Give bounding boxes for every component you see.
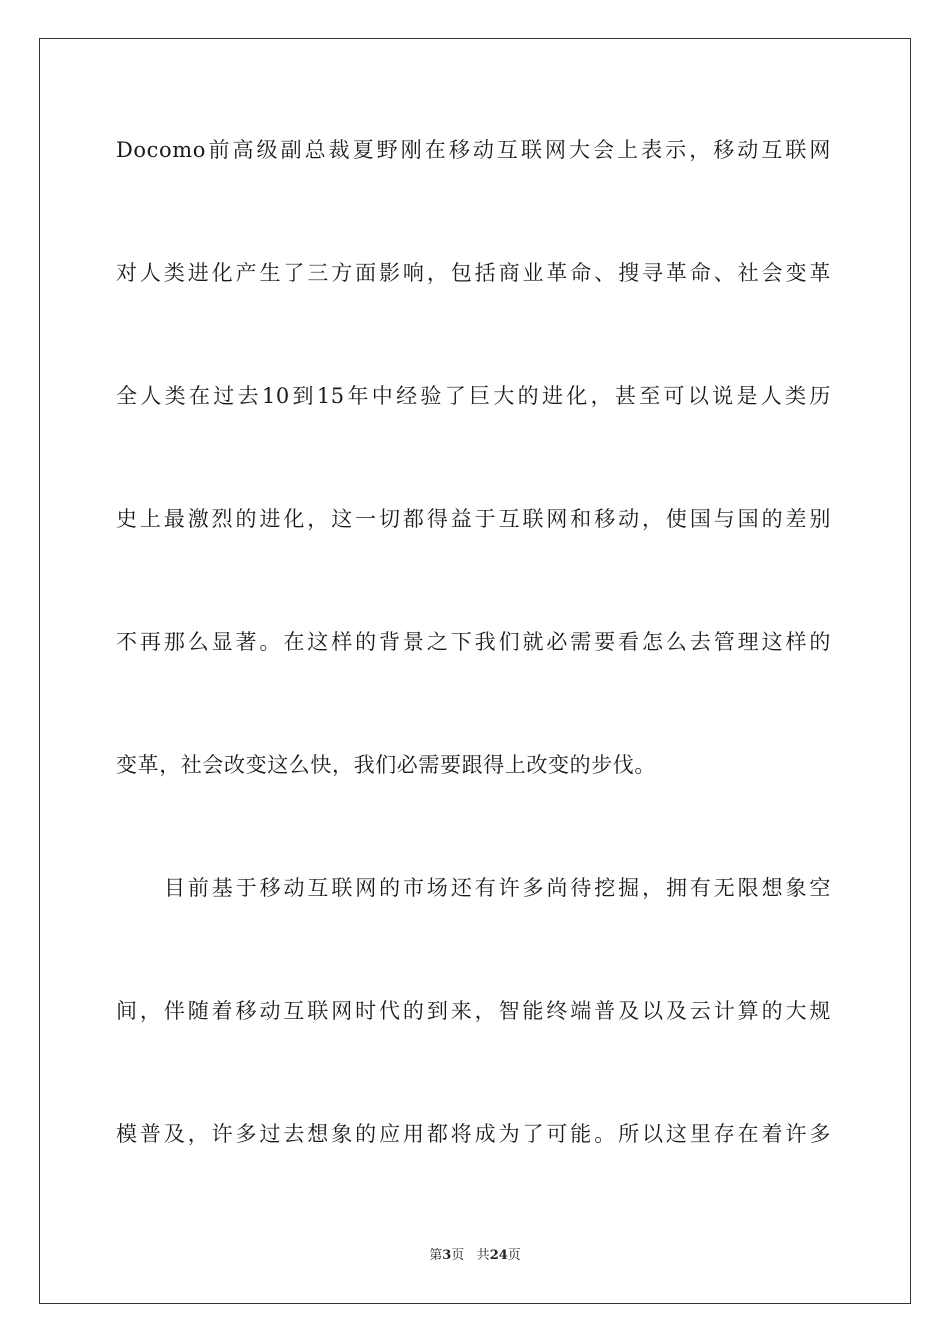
page-frame [39, 38, 911, 1304]
footer-page-prefix: 第 [429, 1248, 443, 1263]
text-line-2: 对人类进化产生了三方面影响，包括商业革命、搜寻革命、社会变革 [116, 261, 831, 285]
footer-total-pages: 24 [489, 1248, 508, 1263]
footer-total-suffix: 页 [507, 1248, 521, 1263]
text-line-4: 史上最激烈的进化，这一切都得益于互联网和移动，使国与国的差别 [116, 507, 831, 531]
page-footer [0, 1247, 950, 1265]
text-line-5: 不再那么显著。在这样的背景之下我们就必需要看怎么去管理这样的 [116, 630, 831, 654]
footer-total-prefix: 共 [476, 1248, 490, 1263]
text-line-8: 间，伴随着移动互联网时代的到来，智能终端普及以及云计算的大规 [116, 999, 831, 1023]
text-line-6: 变革，社会改变这么快，我们必需要跟得上改变的步伐。 [116, 753, 656, 777]
footer-page-suffix: 页 [451, 1248, 465, 1263]
text-line-1: Docomo前高级副总裁夏野刚在移动互联网大会上表示，移动互联网 [116, 138, 831, 162]
text-line-3: 全人类在过去10到15年中经验了巨大的进化，甚至可以说是人类历 [116, 384, 831, 408]
text-line-9: 模普及，许多过去想象的应用都将成为了可能。所以这里存在着许多 [116, 1122, 831, 1146]
footer-page-number: 3 [442, 1248, 452, 1263]
text-line-7: 目前基于移动互联网的市场还有许多尚待挖掘，拥有无限想象空 [164, 876, 831, 900]
